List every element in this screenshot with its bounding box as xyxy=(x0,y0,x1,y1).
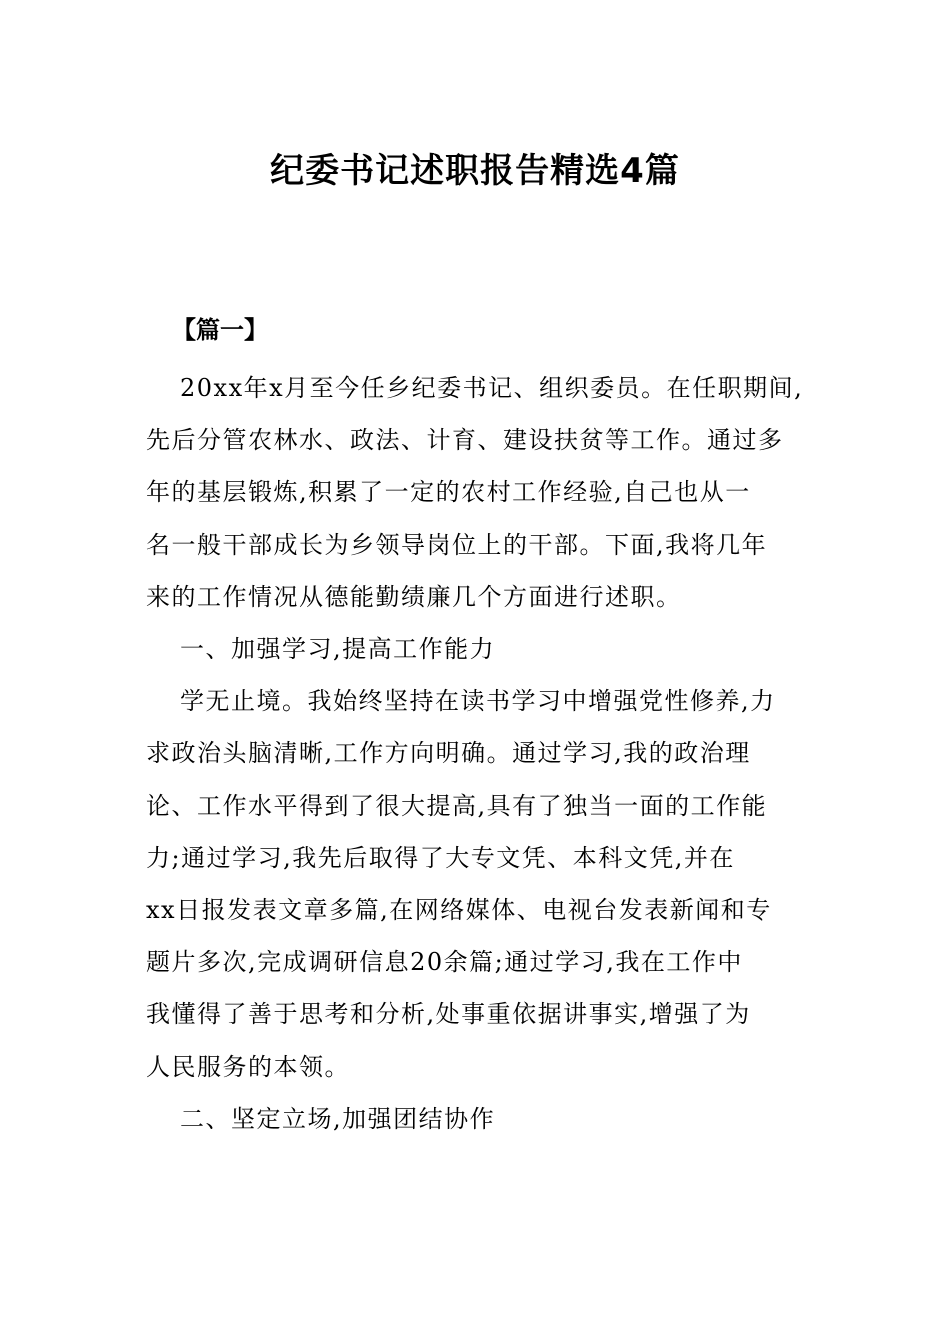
document-body xyxy=(146,362,810,1145)
paragraph-line: 人民服务的本领。 xyxy=(146,1052,350,1081)
paragraph-line: 论、工作水平得到了很大提高,具有了独当一面的工作能 xyxy=(146,791,768,820)
paragraph-line: 学无止境。我始终坚持在读书学习中增强党性修养,力 xyxy=(180,687,776,716)
paragraph-line: 20xx年x月至今任乡纪委书记、组织委员。在任职期间, xyxy=(180,374,804,402)
paragraph-line: 题片多次,完成调研信息20余篇;通过学习,我在工作中 xyxy=(146,948,743,977)
section-heading: 二、坚定立场,加强团结协作 xyxy=(180,1104,496,1133)
paragraph-line: 先后分管农林水、政法、计育、建设扶贫等工作。通过多 xyxy=(146,426,784,455)
paragraph-line: 名一般干部成长为乡领导岗位上的干部。下面,我将几年 xyxy=(146,530,768,559)
paragraph-line: 来的工作情况从德能勤绩廉几个方面进行述职。 xyxy=(146,582,682,611)
paragraph-line: 我懂得了善于思考和分析,处事重依据讲事实,增强了为 xyxy=(146,1000,751,1029)
section-label: 【篇一】 xyxy=(172,316,268,344)
section-heading: 一、加强学习,提高工作能力 xyxy=(180,635,496,664)
document-title: 纪委书记述职报告精选4篇 xyxy=(270,151,680,191)
paragraph-line: xx日报发表文章多篇,在网络媒体、电视台发表新闻和专 xyxy=(146,896,772,925)
paragraph-line: 年的基层锻炼,积累了一定的农村工作经验,自己也从一 xyxy=(146,478,751,507)
paragraph-line: 求政治头脑清晰,工作方向明确。通过学习,我的政治理 xyxy=(146,739,751,768)
paragraph-line: 力;通过学习,我先后取得了大专文凭、本科文凭,并在 xyxy=(146,843,735,872)
